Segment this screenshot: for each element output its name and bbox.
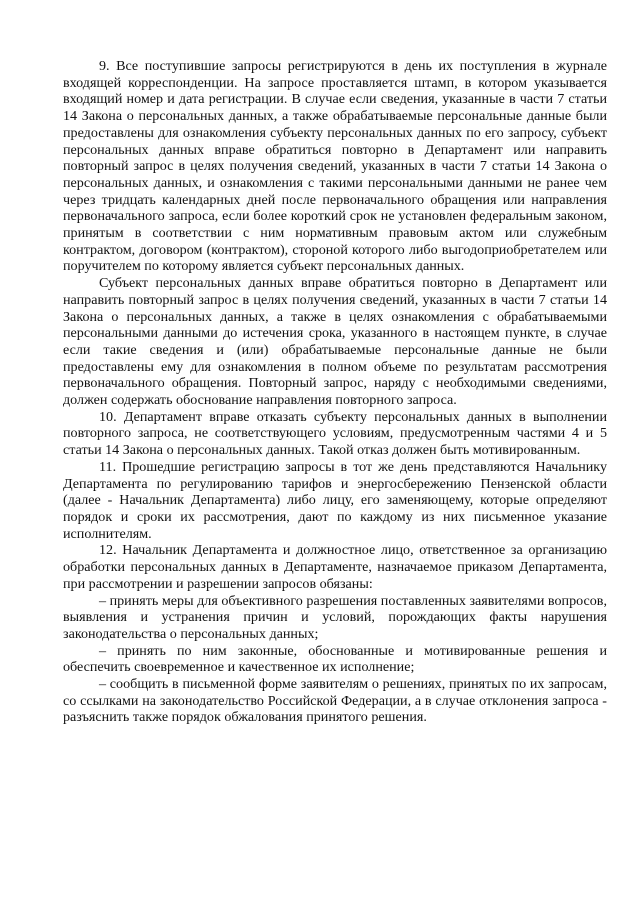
list-item-measures: – принять меры для объективного разрешения поставленных заявителями вопросов, выявления и устранения причин и условий, порождающих факты нарушения законодательства о персональных данных; — [63, 592, 607, 642]
list-item-decisions: – принять по ним законные, обоснованные и мотивированные решения и обеспечить своевременное и качественное их исполнение; — [63, 642, 607, 676]
paragraph-9-continuation: Субъект персональных данных вправе обратиться повторно в Департамент или направить повторный запрос в целях получения сведений, указанных в части 7 статьи 14 Закона о персональных данных, а также в целях ознакомления с обрабатываемыми персональными данными до истечения срока, указанного в настоящем пункте, в случае если такие сведения и (или) обрабатываемые персональные данные не были предоставлены ему для ознакомления в полном объеме по результатам рассмотрения первоначального обращения. Повторный запрос, наряду с необходимыми сведениями, должен содержать обоснование направления повторного запроса. — [63, 275, 607, 409]
list-item-notify: – сообщить в письменной форме заявителям о решениях, принятых по их запросам, со ссылками на законодательство Российской Федерации, а в случае отклонения запроса - разъяснить также порядок обжалования принятого решения. — [63, 676, 607, 726]
paragraph-12: 12. Начальник Департамента и должностное лицо, ответственное за организацию обработки персональных данных в Департаменте, назначаемое приказом Департамента, при рассмотрении и разрешении запросов обязаны: — [63, 542, 607, 592]
paragraph-10: 10. Департамент вправе отказать субъекту персональных данных в выполнении повторного запроса, не соответствующего условиям, предусмотренным частями 4 и 5 статьи 14 Закона о персональных данных. Такой отказ должен быть мотивированным. — [63, 408, 607, 459]
paragraph-11: 11. Прошедшие регистрацию запросы в тот же день представляются Начальнику Департамента по регулированию тарифов и энергосбережению Пензенской области (далее - Начальник Департамента) либо лицу, его заменяющему, которые определяют порядок и сроки их рассмотрения, дают по каждому из них письменное указание исполнителям. — [63, 458, 607, 542]
document-body — [63, 58, 607, 726]
paragraph-9: 9. Все поступившие запросы регистрируются в день их поступления в журнале входящей корреспонденции. На запросе проставляется штамп, в котором указывается входящий номер и дата регистрации. В случае если сведения, указанные в части 7 статьи 14 Закона о персональных данных, а также обрабатываемые персональные данные были предоставлены для ознакомления субъекту персональных данных по его запросу, субъект персональных данных вправе обратиться повторно в Департамент или направить повторный запрос в целях получения сведений, указанных в части 7 статьи 14 Закона о персональных данных, и ознакомления с такими персональными данными не ранее чем через тридцать календарных дней после первоначального обращения или направления первоначального запроса, если более короткий срок не установлен федеральным законом, принятым в соответствии с ним нормативным правовым актом или служебным контрактом, договором (контрактом), стороной которого либо выгодоприобретателем или поручителем по которому является субъект персональных данных. — [63, 58, 607, 275]
